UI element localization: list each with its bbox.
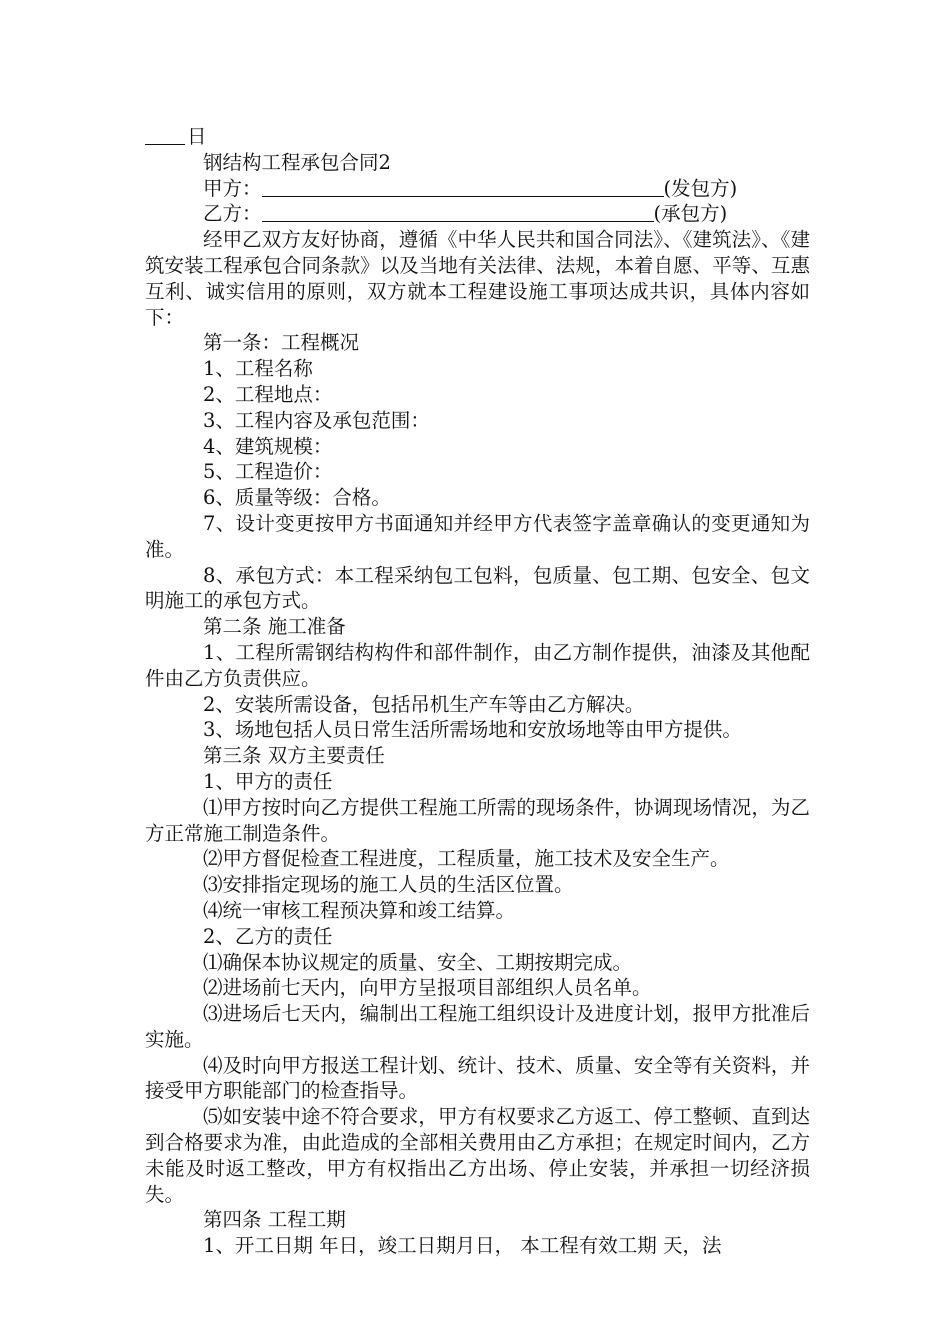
article-1-item: 4、建筑规模： [203, 434, 333, 458]
article-1-item-7: 7、设计变更按甲方书面通知并经甲方代表签字盖章确认的变更通知为准。 [145, 511, 810, 561]
contract-title: 钢结构工程承包合同2 [203, 150, 391, 174]
party-b-duty-3: ⑶进场后七天内，编制出工程施工组织设计及进度计划，报甲方批准后实施。 [145, 1002, 810, 1051]
party-b-blank [262, 203, 654, 222]
article-1-item-8: 8、承包方式：本工程采纳包工包料，包质量、包工期、包安全、包文明施工的承包方式。 [145, 563, 810, 613]
article-1-item: 5、工程造价： [203, 460, 333, 484]
party-a-blank [262, 178, 664, 197]
article-2-para-3: 3、场地包括人员日常生活所需场地和安放场地等由甲方提供。 [203, 718, 742, 742]
contract-page [145, 124, 817, 1259]
article-1-item: 6、质量等级：合格。 [203, 486, 391, 510]
party-b-duty-heading: 2、乙方的责任 [203, 924, 333, 948]
party-a-role: (发包方) [663, 176, 738, 200]
party-b-label: 乙方： [203, 202, 262, 226]
article-4-heading: 第四条 工程工期 [203, 1208, 346, 1232]
article-3-heading: 第三条 双方主要责任 [203, 744, 385, 768]
party-a-duty-2: ⑵甲方督促检查工程进度，工程质量，施工技术及安全生产。 [203, 847, 730, 871]
date-line [145, 124, 817, 150]
party-a-label: 甲方： [203, 176, 262, 200]
party-b-duty-2: ⑵进场前七天内，向甲方呈报项目部组织人员名单。 [203, 976, 652, 1000]
party-a-duty-1: ⑴甲方按时向乙方提供工程施工所需的现场条件，协调现场情况，为乙方正常施工制造条件。 [145, 795, 810, 845]
intro-paragraph: 经甲乙双方友好协商，遵循《中华人民共和国合同法》、《建筑法》、《建筑安装工程承包合同条款》以及当地有关法律、法规，本着自愿、平等、互惠互利、诚实信用的原则，双方就本工程建设施工事项达成共识，具体内容如下： [145, 228, 810, 329]
party-b-role: (承包方) [653, 202, 728, 226]
date-blank [145, 126, 185, 145]
party-b-duty-4: ⑷及时向甲方报送工程计划、统计、技术、质量、安全等有关资料，并接受甲方职能部门的检查指导。 [145, 1053, 810, 1103]
article-1-item: 3、工程内容及承包范围： [203, 408, 430, 432]
article-2-para-1: 1、工程所需钢结构构件和部件制作，由乙方制作提供，油漆及其他配件由乙方负责供应。 [145, 640, 810, 690]
party-b-line [145, 201, 817, 227]
party-a-duty-3: ⑶安排指定现场的施工人员的生活区位置。 [203, 873, 574, 897]
date-fragment: 日 [187, 125, 207, 148]
party-b-duty-1: ⑴确保本协议规定的质量、安全、工期按期完成。 [203, 950, 633, 974]
article-1-item: 1、工程名称 [203, 357, 313, 381]
party-b-duty-5: ⑸如安装中途不符合要求，甲方有权要求乙方返工、停工整顿、直到达到合格要求为准，由此造成的全部相关费用由乙方承担；在规定时间内，乙方未能及时返工整改，甲方有权指出乙方出场、停止安装，并承担一切经济损失。 [145, 1105, 810, 1206]
article-2-para-2: 2、安装所需设备，包括吊机生产车等由乙方解决。 [203, 692, 645, 716]
party-a-line [145, 176, 817, 202]
article-1-item: 2、工程地点： [203, 382, 333, 406]
party-a-duty-4: ⑷统一审核工程预决算和竣工结算。 [203, 898, 516, 922]
article-4-para-1: 1、开工日期 年日，竣工日期月日， 本工程有效工期 天，法 [203, 1234, 722, 1258]
party-a-duty-heading: 1、甲方的责任 [203, 769, 333, 793]
article-2-heading: 第二条 施工准备 [203, 615, 346, 639]
article-1-heading: 第一条：工程概况 [203, 331, 360, 355]
